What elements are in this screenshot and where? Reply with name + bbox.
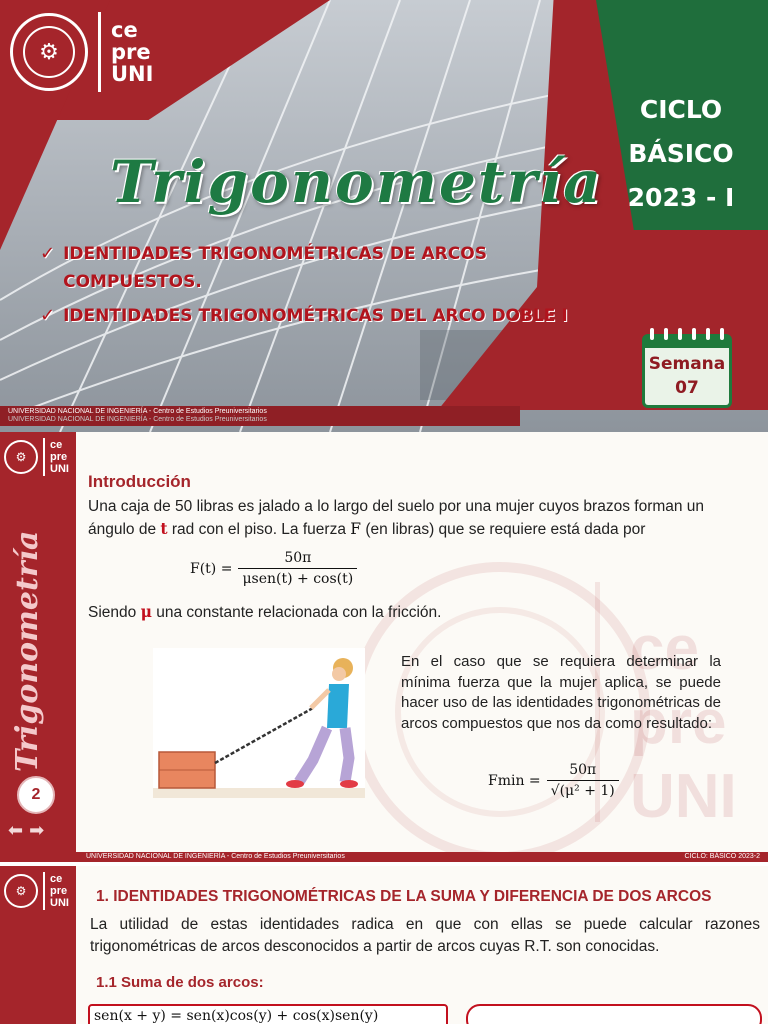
logo-text <box>111 19 153 85</box>
formula-denominator: √(μ² + 1) <box>547 780 619 799</box>
logo-line: UNI <box>50 897 69 909</box>
formula-numerator: 50π <box>569 762 597 778</box>
cepre-uni-logo <box>10 12 153 92</box>
cycle-label <box>616 88 746 220</box>
formula-fraction <box>238 550 357 587</box>
section-heading: 1. IDENTIDADES TRIGONOMÉTRICAS DE LA SUMA Y DIFERENCIA DE DOS ARCOS <box>96 888 712 905</box>
identity-box <box>466 1004 762 1024</box>
slide-sidebar <box>0 432 76 862</box>
cycle-line: BÁSICO <box>628 139 734 168</box>
identities-slide <box>0 866 768 1024</box>
logo-divider <box>98 12 101 92</box>
topic-item <box>40 240 580 296</box>
formula-numerator: 50π <box>284 550 312 566</box>
page-number: 2 <box>17 776 55 814</box>
intro-slide <box>0 432 768 862</box>
calendar-rings <box>650 328 724 340</box>
logo-text <box>50 873 69 909</box>
sum-identity-box: sen(x + y) = sen(x)cos(y) + cos(x)sen(y) <box>88 1004 448 1024</box>
course-title: Trigonometría <box>110 148 603 216</box>
slide-sidebar <box>0 866 76 1024</box>
arrow-left-icon[interactable]: ⬅ <box>8 820 24 840</box>
topic-item <box>40 302 580 330</box>
logo-line: UNI <box>111 62 154 86</box>
logo-line: ce <box>111 18 138 42</box>
sidebar-title: Trigonometría <box>10 530 45 772</box>
minimum-force-explanation: En el caso que se requiera determinar la mínima fuerza que la mujer aplica, se puede hacer uso de las identidades trigonométricas de arcos compuestos que nos da como resultado: <box>401 653 721 732</box>
cepre-uni-logo <box>4 872 69 910</box>
footer-left-text: UNIVERSIDAD NACIONAL DE INGENIERÍA - Centro de Estudios Preuniversitarios <box>86 853 345 860</box>
week-badge <box>642 348 732 408</box>
topic-text: IDENTIDADES TRIGONOMÉTRICAS DEL ARCO DOBLE I <box>63 306 568 326</box>
footer-reflection: UNIVERSIDAD NACIONAL DE INGENIERÍA - Centro de Estudios Preuniversitarios <box>8 416 267 423</box>
university-seal-icon: ⚙ <box>10 13 88 91</box>
logo-line: pre <box>111 40 151 64</box>
topic-list <box>40 240 580 336</box>
cepre-uni-logo <box>4 438 69 476</box>
logo-line: ce <box>50 439 63 451</box>
section-heading: Introducción <box>88 472 191 491</box>
section-paragraph: La utilidad de estas identidades radica en que con ellas se puede calcular razones trigonométricas de arcos desconocidos a partir de arcos cuyas R.T. son conocidas. <box>90 916 760 955</box>
checkmark-icon: ✓ <box>40 305 56 326</box>
logo-line: pre <box>50 451 68 463</box>
mu-definition: Siendo μ una constante relacionada con la fricción. <box>88 602 442 621</box>
subsection-heading: 1.1 Suma de dos arcos: <box>96 974 264 991</box>
checkmark-icon: ✓ <box>40 243 56 264</box>
slide-footer <box>76 852 768 862</box>
footer-right-text: CICLO: BÁSICO 2023-2 <box>684 853 760 860</box>
logo-line: pre <box>50 885 68 897</box>
logo-text <box>50 439 69 475</box>
topic-text: IDENTIDADES TRIGONOMÉTRICAS DE ARCOS COMPUESTOS. <box>63 244 487 292</box>
formula-lhs: Fmin = <box>488 772 541 789</box>
cycle-line: 2023 - I <box>627 183 735 212</box>
intro-paragraph: Una caja de 50 libras es jalado a lo largo del suelo por una mujer cuyos brazos forman un ángulo de t rad con el piso. La fuerza F (en libras) que se requiere está dada por <box>88 498 705 538</box>
minimum-force-formula <box>488 762 619 799</box>
university-seal-icon: ⚙ <box>4 874 38 908</box>
logo-line: ce <box>50 873 63 885</box>
footer-text: UNIVERSIDAD NACIONAL DE INGENIERÍA - Centro de Estudios Preuniversitarios <box>8 408 267 415</box>
logo-line: UNI <box>50 463 69 475</box>
university-seal-icon: ⚙ <box>4 440 38 474</box>
week-label: Semana <box>648 354 726 374</box>
arrow-right-icon[interactable]: ➡ <box>29 820 45 840</box>
cover-slide <box>0 0 768 432</box>
cover-footer <box>0 406 520 426</box>
calendar-icon <box>642 328 732 408</box>
cycle-line: CICLO <box>639 95 723 124</box>
force-formula <box>190 550 357 587</box>
logo-divider <box>43 438 45 476</box>
slide-navigation <box>8 820 44 841</box>
logo-divider <box>43 872 45 910</box>
formula-fraction <box>547 762 619 799</box>
pulling-scene-icon <box>153 648 365 798</box>
formula-lhs: F(t) = <box>190 560 233 577</box>
woman-pulling-box-illustration <box>153 648 365 798</box>
week-number: 07 <box>675 378 699 398</box>
formula-denominator: μsen(t) + cos(t) <box>238 568 357 587</box>
watermark-logo-text: ce pre UNI <box>630 614 737 831</box>
